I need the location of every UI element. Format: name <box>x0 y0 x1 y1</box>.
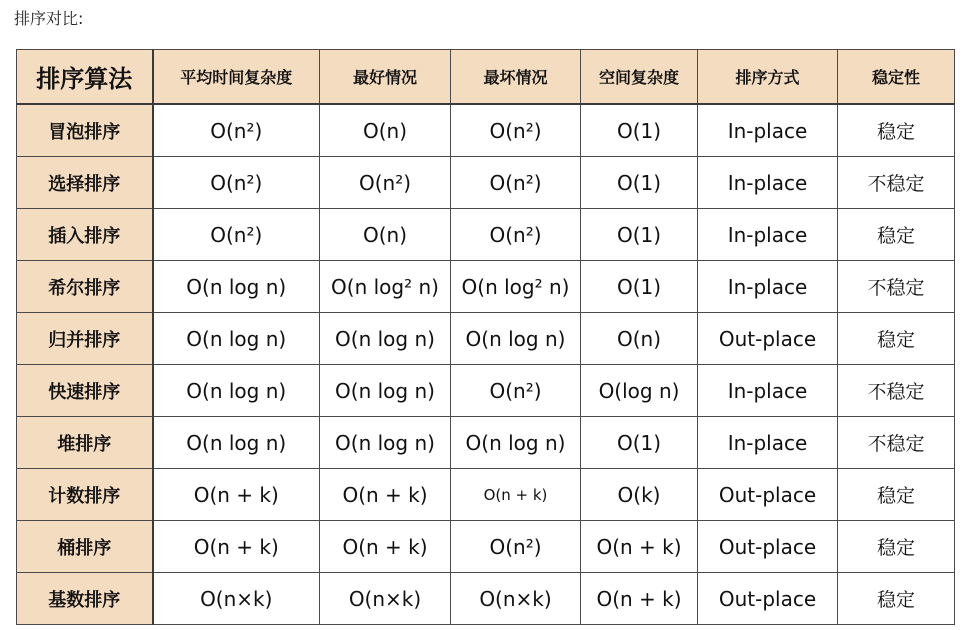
space-cell: O(1) <box>581 261 698 313</box>
algorithm-name: 选择排序 <box>17 157 153 209</box>
stability-cell: 稳定 <box>838 469 955 521</box>
space-cell: O(k) <box>581 469 698 521</box>
worst-case-cell: O(n log n) <box>451 417 581 469</box>
space-cell: O(1) <box>581 417 698 469</box>
average-time-cell: O(n log n) <box>153 365 320 417</box>
algorithm-name: 计数排序 <box>17 469 153 521</box>
header-best-case: 最好情况 <box>320 50 451 105</box>
algorithm-name: 堆排序 <box>17 417 153 469</box>
stability-cell: 不稳定 <box>838 417 955 469</box>
table-row <box>17 469 955 521</box>
average-time-cell: O(n log n) <box>153 417 320 469</box>
table-row <box>17 521 955 573</box>
sort-mode-cell: In-place <box>698 365 838 417</box>
average-time-cell: O(n log n) <box>153 313 320 365</box>
sort-mode-cell: In-place <box>698 104 838 157</box>
stability-cell: 稳定 <box>838 104 955 157</box>
best-case-cell: O(n) <box>320 209 451 261</box>
header-worst-case: 最坏情况 <box>451 50 581 105</box>
stability-cell: 稳定 <box>838 573 955 625</box>
worst-case-cell: O(n×k) <box>451 573 581 625</box>
table-row <box>17 261 955 313</box>
algorithm-name: 希尔排序 <box>17 261 153 313</box>
space-cell: O(n) <box>581 313 698 365</box>
best-case-cell: O(n log n) <box>320 365 451 417</box>
best-case-cell: O(n×k) <box>320 573 451 625</box>
page-caption: 排序对比: <box>14 9 84 28</box>
stability-cell: 稳定 <box>838 209 955 261</box>
space-cell: O(n + k) <box>581 573 698 625</box>
average-time-cell: O(n + k) <box>153 521 320 573</box>
sort-mode-cell: Out-place <box>698 313 838 365</box>
sorting-comparison-table <box>16 49 955 625</box>
stability-cell: 不稳定 <box>838 261 955 313</box>
best-case-cell: O(n²) <box>320 157 451 209</box>
space-cell: O(log n) <box>581 365 698 417</box>
best-case-cell: O(n log² n) <box>320 261 451 313</box>
stability-cell: 不稳定 <box>838 365 955 417</box>
worst-case-cell: O(n²) <box>451 104 581 157</box>
best-case-cell: O(n log n) <box>320 417 451 469</box>
space-cell: O(1) <box>581 104 698 157</box>
best-case-cell: O(n log n) <box>320 313 451 365</box>
sort-mode-cell: In-place <box>698 157 838 209</box>
best-case-cell: O(n + k) <box>320 469 451 521</box>
space-cell: O(n + k) <box>581 521 698 573</box>
sort-mode-cell: Out-place <box>698 521 838 573</box>
table-row <box>17 313 955 365</box>
header-algorithm: 排序算法 <box>17 50 153 105</box>
header-stability: 稳定性 <box>838 50 955 105</box>
space-cell: O(1) <box>581 209 698 261</box>
best-case-cell: O(n + k) <box>320 521 451 573</box>
header-space: 空间复杂度 <box>581 50 698 105</box>
sort-mode-cell: Out-place <box>698 469 838 521</box>
table-row <box>17 573 955 625</box>
sort-mode-cell: Out-place <box>698 573 838 625</box>
table-row <box>17 209 955 261</box>
table-row <box>17 104 955 157</box>
algorithm-name: 快速排序 <box>17 365 153 417</box>
average-time-cell: O(n²) <box>153 104 320 157</box>
worst-case-cell: O(n²) <box>451 157 581 209</box>
table-row <box>17 157 955 209</box>
worst-case-cell: O(n log² n) <box>451 261 581 313</box>
table-row <box>17 365 955 417</box>
worst-case-cell: O(n²) <box>451 365 581 417</box>
table-row <box>17 417 955 469</box>
worst-case-cell: O(n log n) <box>451 313 581 365</box>
average-time-cell: O(n log n) <box>153 261 320 313</box>
stability-cell: 稳定 <box>838 521 955 573</box>
worst-case-cell: O(n²) <box>451 209 581 261</box>
average-time-cell: O(n×k) <box>153 573 320 625</box>
sort-mode-cell: In-place <box>698 417 838 469</box>
space-cell: O(1) <box>581 157 698 209</box>
sort-mode-cell: In-place <box>698 261 838 313</box>
algorithm-name: 基数排序 <box>17 573 153 625</box>
algorithm-name: 冒泡排序 <box>17 104 153 157</box>
header-average-time: 平均时间复杂度 <box>153 50 320 105</box>
stability-cell: 稳定 <box>838 313 955 365</box>
algorithm-name: 归并排序 <box>17 313 153 365</box>
header-row <box>17 50 955 105</box>
average-time-cell: O(n²) <box>153 209 320 261</box>
stability-cell: 不稳定 <box>838 157 955 209</box>
best-case-cell: O(n) <box>320 104 451 157</box>
header-sort-mode: 排序方式 <box>698 50 838 105</box>
worst-case-cell: O(n + k) <box>451 469 581 521</box>
worst-case-cell: O(n²) <box>451 521 581 573</box>
average-time-cell: O(n + k) <box>153 469 320 521</box>
average-time-cell: O(n²) <box>153 157 320 209</box>
algorithm-name: 插入排序 <box>17 209 153 261</box>
algorithm-name: 桶排序 <box>17 521 153 573</box>
sort-mode-cell: In-place <box>698 209 838 261</box>
